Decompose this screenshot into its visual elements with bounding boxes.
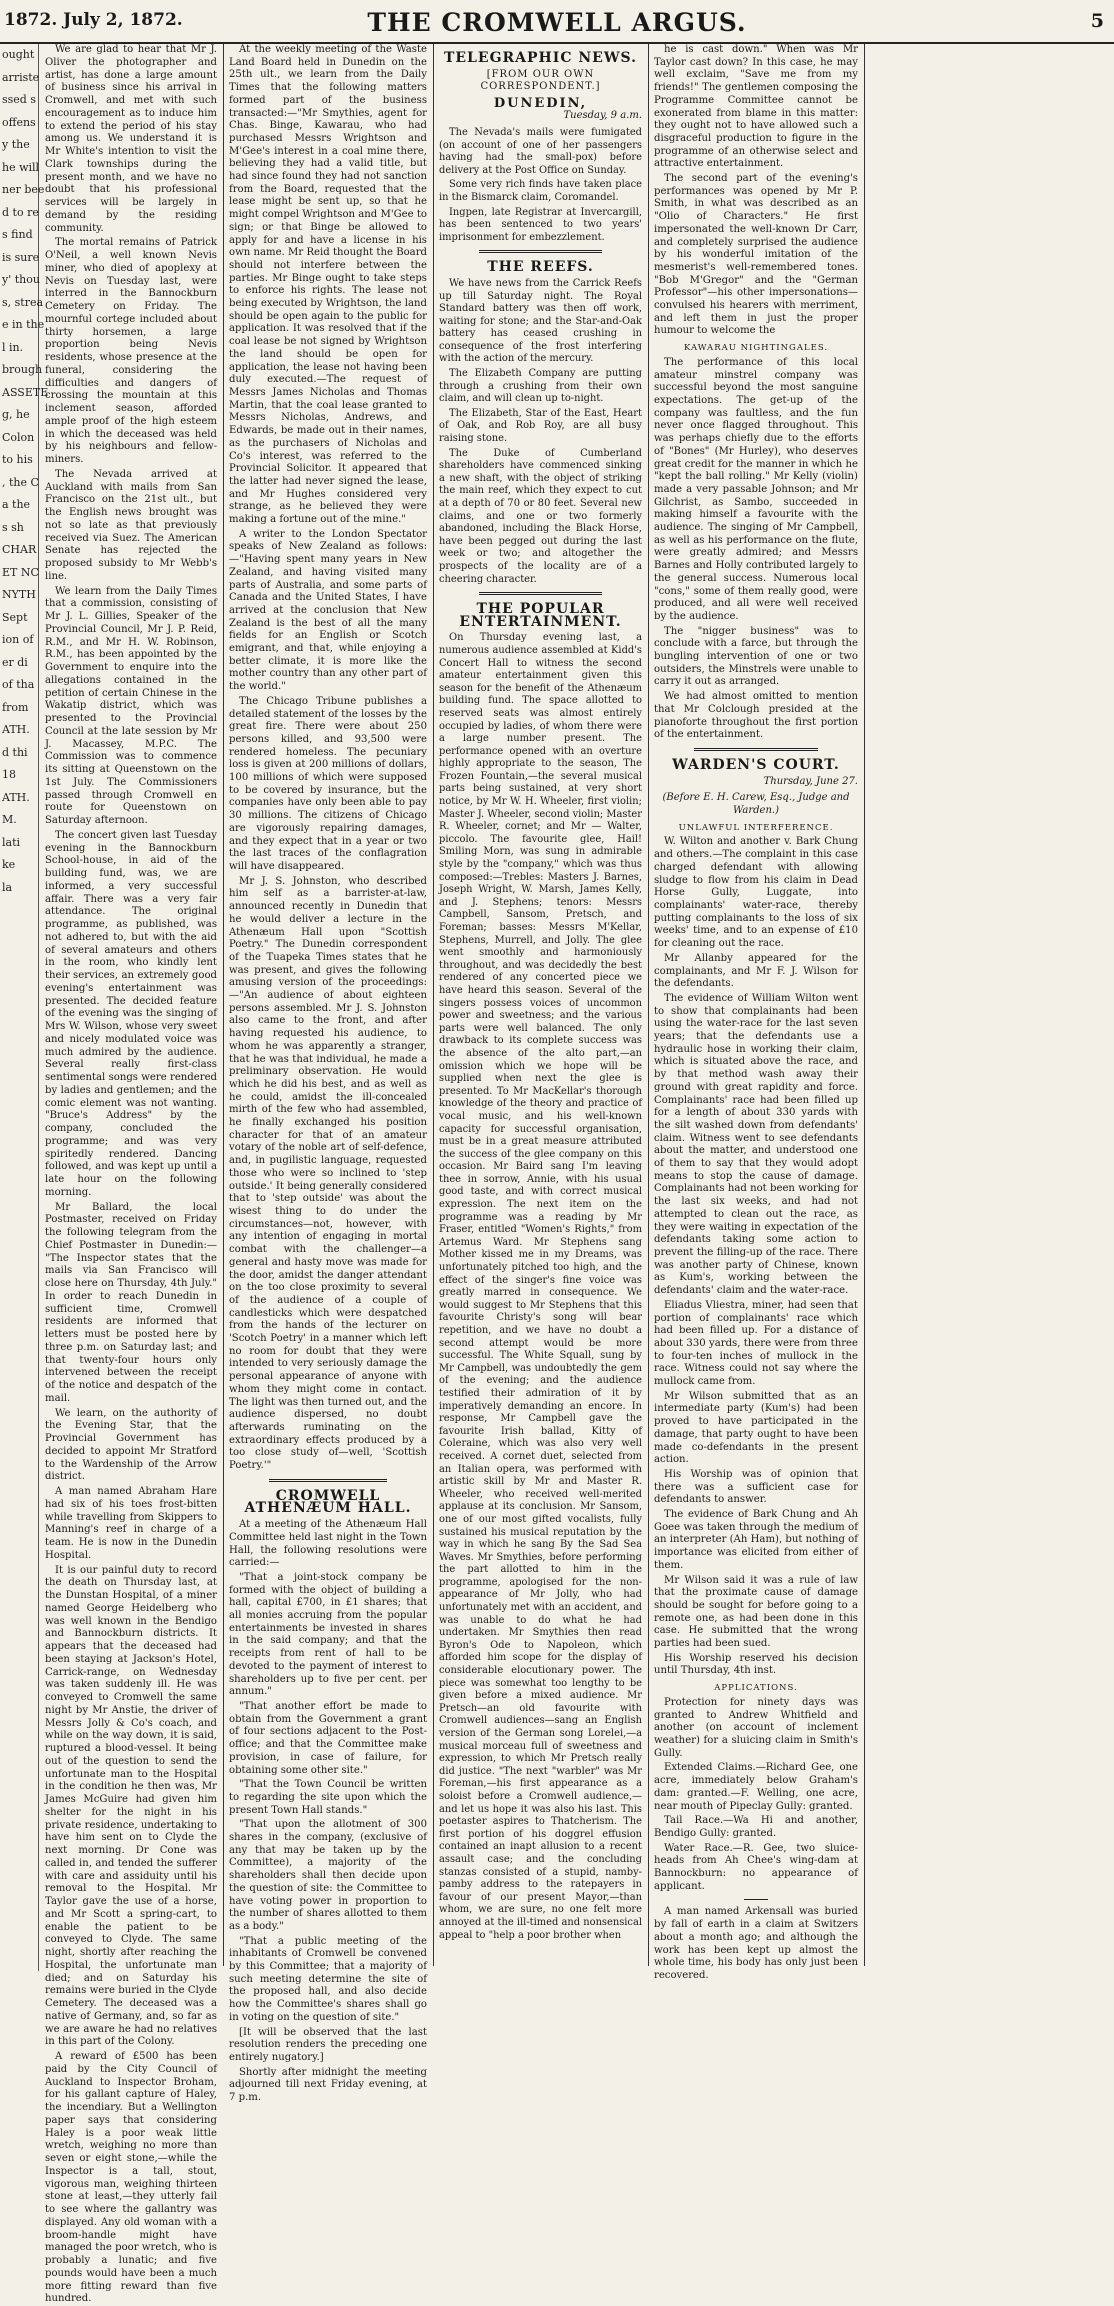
column-3 [434,44,647,1966]
article-paragraph: We had almost omitted to mention that Mr Colclough presided at the pianoforte throughout the first portion of the entertainment. [654,691,858,741]
article-paragraph: It is our painful duty to record the death on Thursday last, at the Dunstan Hospital, of a miner named George Heidelberg who was well known in the Bendigo and Bannockburn districts. It appears that the deceased had been staying at Jackson's Hotel, Carrick-range, on Wednesday was taken suddenly ill. He was conveyed to Cromwell the same night by Mr Anstie, the driver of Messrs Jolly & Co's coach, and while on the way down, it is said, ruptured a blood-vessel. It being out of the question to send the unfortunate man to the Hospital in the condition he then was, Mr James McGuire had given him shelter for the night in his private residence, undertaking to have him sent on to Clyde the next morning. Dr Cone was called in, and tended the sufferer with care and assiduity until his removal to the Hospital. Mr Taylor gave the use of a horse, and Mr Scott a spring-cart, to enable the patient to be conveyed to Clyde. The same night, shortly after reaching the Hospital, the unfortunate man died; and on Saturday his remains were buried in the Clyde Cemetery. The deceased was a native of Germany, and, so far as we are aware he had no relatives in this part of the Colony. [45,1564,217,2048]
margin-fragment: from [2,700,29,714]
article-paragraph: [It will be observed that the last resolution renders the preceding one entirely nugatory.] [229,2026,427,2063]
article-paragraph: A man named Abraham Hare had six of his toes frost-bitten while travelling from Skippers to Manning's reef in charge of a team. He is now in the Dunedin Hospital. [45,1486,217,1561]
margin-fragment: d thi [2,745,28,759]
article-paragraph: The Nevada's mails were fumigated (on account of one of her passengers having had the small-pox) before delivery at the Post Office on Sunday. [439,126,642,176]
section-rule [479,250,602,253]
section-heading: THE POPULAR ENTERTAINMENT. [459,601,622,630]
margin-fragment: l in. [2,340,24,354]
margin-fragment: y the [2,138,30,151]
cropped-margin-column [0,44,49,1971]
article-paragraph: A writer to the London Spectator speaks of New Zealand as follows:—"Having spent many years in New Zealand, and having visited many parts of Australia, and some parts of Canada and the United States, I have arrived at the conclusion that New Zealand is the best of all the many fields for an English or Scotch emigrant, and that, while enjoying a better climate, it is more like the mother country than any other part of the world." [229,528,427,693]
article-paragraph: The Duke of Cumberland shareholders have commenced sinking a new shaft, with the object of striking the main reef, which they expect to cut at a depth of 70 or 80 feet. Several new claims, and one or two formerly abandoned, including the Black Horse, have been pegged out during the last week or two; and altogether the prospects of the locality are of a cheering character. [439,447,642,585]
article-paragraph: "That the Town Council be written to regarding the site upon which the present Town Hall stands." [229,1779,427,1816]
article-paragraph: The second part of the evening's performances was opened by Mr P. Smith, in what was described as an "Olio of Characters." He first impersonated the well-known Dr Carr, and completely surprised the audience by his wonderful imitation of the mesmerist's well-remembered tones. "Bob M'Gregor" and the "German Professor"—his other impersonations—convulsed his hearers with merriment, and left them in just the proper humour to welcome the [654,173,858,337]
article-paragraph: A reward of £500 has been paid by the City Council of Auckland to Inspector Broham, for his gallant capture of Haley, the incendiary. But a Wellington paper says that considering Haley is a poor weak little wretch, weighing no more than seven or eight stone,—while the Inspector is a tall, stout, vigorous man, weighing thirteen stone at least,—they utterly fail to see where the gallantry was displayed. Any old woman with a broom-handle might have managed the poor wretch, who is probably a lunatic; and five pounds would have been a much more fitting reward than five hundred. [45,2051,217,2305]
margin-fragment: ASSETE [2,385,49,399]
article-paragraph: Mr Wilson said it was a rule of law that the proximate cause of damage should be sought for before going to a remote one, as had been done in this case. He submitted that the wrong parties had been sued. [654,1574,858,1650]
margin-fragment: ner bee [2,183,45,196]
section-heading: WARDEN'S COURT. [672,756,840,773]
article-paragraph: We learn, on the authority of the Evening Star, that the Provincial Government has decided to appoint Mr Stratford to the Wardenship of the Arrow district. [45,1407,217,1483]
margin-fragment: CHAR [2,543,37,556]
dateline-date: Tuesday, 9 a.m. [563,110,642,122]
article-paragraph: "That a public meeting of the inhabitants of Cromwell be convened by this Committee; that a majority of such meeting determine the site of the proposed hall, and also decide how the Committee's shares shall go in voting on the question of site." [229,1935,427,2023]
dateline-place: DUNEDIN, [493,95,588,111]
article-paragraph: Water Race.—R. Gee, two sluice-heads from Ah Chee's wing-dam at Bannockburn: no appearance of applicant. [654,1842,858,1892]
article-paragraph: The concert given last Tuesday evening in the Bannockburn School-house, in aid of the building fund, was, we are informed, a very successful affair. There was a very fair attendance. The original programme, as published, was not adhered to, but with the aid of several amateurs and others in the room, who kindly lent their services, an extremely good evening's entertainment was presented. The decided feature of the evening was the singing of Mrs W. Wilson, whose very sweet and nicely modulated voice was much admired by the audience. Several really first-class sentimental songs were rendered by ladies and gentlemen; and the comic element was not wanting. "Bruce's Address" by the company, concluded the programme; and was very spiritedly rendered. Dancing followed, and was kept up until a late hour on the following morning. [45,829,217,1198]
sub-heading: UNLAWFUL INTERFERENCE. [678,822,834,833]
section-heading: CROMWELL ATHENÆUM HALL. [244,1487,412,1517]
article-paragraph: The Elizabeth, Star of the East, Heart of Oak, and Rob Roy, are all busy raising stone. [439,407,642,445]
article-paragraph: The Elizabeth Company are putting through a crushing from their own claim, and will clean up to-night. [439,368,642,405]
column-1 [40,44,222,2305]
margin-fragment: , the C [2,475,39,489]
newspaper-title: THE CROMWELL ARGUS. [367,8,747,37]
margin-fragment: s sh [2,520,24,534]
section-rule [269,1479,387,1482]
article-paragraph: he is cast down." When was Mr Taylor cast down? In this case, he may well exclaim, "Save me from my friends!" The gentlemen composing the Programme Committee cannot be exonerated from blame in this matter: they ought not to have allowed such a disgraceful production to figure in the programme of an otherwise select and attractive entertainment. [654,44,858,170]
article-paragraph: Extended Claims.—Richard Gee, one acre, immediately below Graham's dam: granted.—F. Welling, one acre, near mouth of Pipeclay Gully: granted. [654,1762,858,1812]
section-rule [694,748,818,751]
margin-fragment: ought [2,48,35,61]
margin-fragment: g, he [2,408,30,421]
margin-fragment: 18 [2,768,16,781]
article-paragraph: The evidence of William Wilton went to show that complainants had been using the water-race for the last seven years; that the defendants use a hydraulic hose in working their claim, which is situated above the race, and by that method wash away their ground with great rapidity and force. Complainants' race had been filled up for a length of about 330 yards with the silt washed down from defendants' claim. Witness went to see defendants about the matter, and understood one of them to say that they would adopt means to stop the cause of damage. Complainants had not been working for the last six weeks, and had not attempted to clean out the race, as they were waiting in expectation of the defendants taking some action to prevent the filling-up of the race. There was another party of Chinese, known as Kum's, working between the defendants' claim and the water-race. [654,992,858,1297]
article-paragraph: Some very rich finds have taken place in the Bismarck claim, Coromandel. [439,179,642,203]
margin-fragment: of tha [2,678,35,691]
article-paragraph: The evidence of Bark Chung and Ah Goee was taken through the medium of an interpreter (Ah Ham), but nothing of importance was elicited from either of them. [654,1509,858,1571]
margin-fragment: ET NC [2,565,39,579]
article-paragraph: Protection for ninety days was granted to Andrew Whitfield and another (on account of inclement weather) for a sluicing claim in Smith's Gully. [654,1696,858,1759]
article-paragraph: The Nevada arrived at Auckland with mails from San Francisco on the 21st ult., but the English news brought was not so late as that previously received via Suez. The American Senate has rejected the proposed subsidy to Mr Webb's line. [45,468,217,582]
margin-fragment: ion of [2,633,34,646]
article-paragraph: Mr J. S. Johnston, who described him self as a barrister-at-law, announced recently in Dunedin that he would deliver a lecture in the Athenæum Hall upon "Scottish Poetry." The Dunedin correspondent of the Tuapeka Times states that he was present, and gives the following amusing version of the proceedings:—"An audience of about eighteen persons assembled. Mr J. S. Johnston also came to the front, and after having requested his audience, to whom he was apparently a stranger, that he was that individual, he made a preliminary observation. He would which he did his best, and as well as he could, amidst the ill-concealed mirth of the few who had assembled, he finally exchanged his position character for that of an amateur votary of the noble art of self-defence, and, in pugilistic language, requested those who were so inclined to 'step outside.' It being generally considered that to 'step outside' was about the wisest thing to do under the circumstances—not, however, with any intention of engaging in mortal combat with the challenger—a general and hasty move was made for the door, amidst the danger attendant on the too close proximity to several of the audience of a couple of candlesticks which were despatched from the hands of the lecturer on 'Scotch Poetry' in a manner which left no room for doubt that they were intended to very seriously damage the personal appearance of anyone with whom they might come in contact. The light was then turned out, and the audience dispersed, no doubt afterwards ruminating on the extraordinary effects produced by a too close study of—well, 'Scottish Poetry.'" [229,875,427,1472]
margin-fragment: ssed s [2,93,36,106]
article-paragraph: We have news from the Carrick Reefs up till Saturday night. The Royal Standard battery was then off work, waiting for stone; and the Star-and-Oak battery has ceased crushing in consequence of the frost interfering with the action of the mercury. [439,277,642,365]
margin-fragment: s find [2,228,33,241]
margin-fragment: ke [2,858,16,871]
article-paragraph: Shortly after midnight the meeting adjourned till next Friday evening, at 7 p.m. [229,2066,427,2104]
margin-fragment: arriste [2,70,40,84]
article-paragraph: Mr Ballard, the local Postmaster, received on Friday the following telegram from the Chief Postmaster in Dunedin:— "The Inspector states that the mails via San Francisco will close here on Thursday, 4th July." In order to reach Dunedin in sufficient time, Cromwell residents are informed that letters must be posted here by three p.m. on Saturday last; and that twenty-four hours only intervened between the receipt of the notice and despatch of the mail. [45,1201,217,1404]
section-heading: THE REEFS. [487,259,594,276]
margin-fragment: ATH. [2,790,30,804]
margin-fragment: a the [2,498,31,511]
article-paragraph: We are glad to hear that Mr J. Oliver the photographer and artist, has done a large amount of business since his arrival in Cromwell, and met with such encouragement as to induce him to extend the period of his stay among us. We understand it is Mr White's intention to visit the Clark townships during the present month, and we have no doubt that his professional services will be largely in demand by the residing community. [45,44,217,234]
margin-fragment: ATH. [2,723,30,736]
section-rule [479,592,602,595]
court-presiding: (Before E. H. Carew, Esq., Judge and Warden.) [662,792,850,817]
article-paragraph: "That a joint-stock company be formed with the object of building a hall, capital £700, in £1 shares; that all monies accruing from the popular entertainments be invested in shares in the said company; and that the receipts from rent of hall to be devoted to the payment of interest to shareholders up to five per cent. per annum." [229,1571,427,1698]
issue-date: 1872. July 2, 1872. [4,10,183,30]
article-paragraph: "That another effort be made to obtain from the Government a grant of four sections adjacent to the Post-office; and that the Committee make provision, in case of failure, for obtaining some other site." [229,1701,427,1776]
margin-fragment: to his [2,453,33,466]
article-paragraph: Mr Allanby appeared for the complainants, and Mr F. J. Wilson for the defendants. [654,952,858,990]
margin-fragment: Colon [2,430,35,444]
section-heading: TELEGRAPHIC NEWS. [443,50,638,66]
article-paragraph: Eliadus Vliestra, miner, had seen that portion of complainants' race which had been filled up. For a distance of about 330 yards, there were from three to four-ten inches of mullock in the race. Witness could not say where the mullock came from. [654,1299,858,1388]
article-paragraph: A man named Arkensall was buried by fall of earth in a claim at Switzers about a month ago; and although the work has been kept up almost the whole time, his body has only just been recovered. [654,1906,858,1981]
article-paragraph: "That upon the allotment of 300 shares in the company, (exclusive of any that may be taken up by the Committee), a majority of the shareholders shall then decide upon the question of site: the Committee to have voting power in proportion to the number of shares allotted to them as a body." [229,1819,427,1932]
sub-heading: KAWARAU NIGHTINGALES. [683,343,829,354]
article-paragraph: The "nigger business" was to conclude with a farce, but through the bungling intervention of one or two outsiders, the Minstrels were unable to carry it out as arranged. [654,625,858,688]
article-paragraph: W. Wilton and another v. Bark Chung and others.—The complaint in this case charged defendant with allowing sludge to flow from his claim in Dead Horse Gully, Luggate, into complainants' water-race, thereby putting complainants to the loss of six weeks' time, and to an expense of £10 for cleaning out the race. [654,836,858,950]
article-paragraph: The Chicago Tribune publishes a detailed statement of the losses by the great fire. There were about 250 persons killed, and 93,500 were rendered homeless. The pecuniary loss is given at 200 millions of dollars, 100 millions of which were supposed to be covered by insurance, but the companies have only been able to pay 30 millions. The citizens of Chicago are vigorously repairing damages, and they expect that in a year or two the last traces of the conflagration will have disappeared. [229,695,427,872]
article-paragraph: Ingpen, late Registrar at Invercargill, has been sentenced to two years' imprisonment for embezzlement. [439,206,642,243]
margin-fragment: d to re [2,205,39,219]
margin-fragment: la [2,880,13,894]
margin-fragment: Sept [2,610,28,624]
sub-heading: APPLICATIONS. [714,1683,798,1694]
margin-fragment: y' thou [2,273,40,286]
margin-fragment: e in the [2,318,45,331]
separator-rule [744,1899,768,1900]
article-paragraph: The performance of this local amateur minstrel company was successful beyond the most sanguine expectations. The get-up of the company was faultless, and the fun never once flagged throughout. This was perhaps chiefly due to the efforts of "Bones" (Mr Hurley), who deserves great credit for the manner in which he "kept the ball rolling." Mr Kelly (violin) made a very passable Johnson; and Mr Gilchrist, as Sambo, succeeded in making himself a favourite with the audience. The singing of Mr Campbell, as well as his performance on the flute, were greatly admired; and Messrs Barnes and Holly contributed largely to the general success. Numerous local "cons," some of them really good, were produced, and all were well received by the audience. [654,356,858,622]
article-paragraph: We learn from the Daily Times that a commission, consisting of Mr J. L. Gillies, Speaker of the Provincial Council, Mr J. P. Reid, R.M., and Mr H. W. Robinson, R.M., has been appointed by the Government to enquire into the allegations contained in the petition of certain Chinese in the Wakatip district, which was presented to the Provincial Council at the late session by Mr J. Macassey, M.P.C. The Commission was to commence its sitting at Queenstown on the 1st July. The Commissioners passed through Cromwell en route for Queenstown on Saturday afternoon. [45,585,217,826]
correspondent-line: [FROM OUR OWN CORRESPONDENT.] [480,68,601,93]
page-number: 5 [1090,10,1104,32]
article-paragraph: His Worship reserved his decision until Thursday, 4th inst. [654,1652,858,1677]
article-paragraph: On Thursday evening last, a numerous audience assembled at Kidd's Concert Hall to witness the second amateur entertainment given this season for the benefit of the Athenæum building fund. The space allotted to reserved seats was almost entirely occupied by ladies, of whom there were a large number present. The performance opened with an overture highly appropriate to the season, The Frozen Fountain,—the several musical parts being sustained, at very short notice, by Mr W. H. Wheeler, first violin; Master J. Wheeler, second violin; Master R. Wheeler, cornet; and Mr — Walter, piccolo. The favourite glee, Hail! Smiling Morn, was sung in admirable style by the "company," which was thus composed:—Trebles: Masters J. Barnes, Joseph Wright, W. Marsh, James Kelly, and J. Stephens; tenors: Messrs Campbell, Sansom, Pretsch, and Foreman; basses: Messrs M'Kellar, Stephens, Murrell, and Jolly. The glee went smoothly and harmoniously throughout, and was decidedly the best rendered of any concerted piece we have heard this season. Several of the singers possess voices of uncommon power and sweetness; and the various parts were well balanced. The only drawback to its complete success was the absence of the alto part,—an omission which we hope will be supplied when next the glee is presented. To Mr MacKellar's thorough knowledge of the theory and practice of vocal music, and his well-known capacity for successful organisation, must be in a great measure attributed the success of the glee company on this occasion. Mr Baird sang I'm leaving thee in sorrow, Annie, with his usual good taste, and with correct musical expression. The next item on the programme was a reading by Mr Fraser, entitled "Women's Rights," from Artemus Ward. Mr Stephens sang Mother kissed me in my Dreams, was unfortunately pitched too high, and the effect of the singer's fine voice was greatly marred in consequence. We would suggest to Mr Stephens that this favourite Christy's song will bear repetition, and we have no doubt a second attempt would be more successful. The White Squall, sung by Mr Campbell, was undoubtedly the gem of the evening; and the audience testified their admiration of it by imperatively demanding an encore. In response, Mr Campbell gave the favourite Irish ballad, Kitty of Coleraine, which was also very well received. A cornet duet, selected from an Italian opera, was performed with artistic skill by Mr and Master R. Wheeler, who received well-merited applause at its conclusion. Mr Sansom, one of our most gifted vocalists, fully sustained his musical reputation by the way in which he sang By the Sad Sea Waves. Mr Smythies, before performing the part allotted to him in the programme, apologised for the non-appearance of Mr Jolly, who had unfortunately met with an accident, and was unable to do what he had undertaken. Mr Smythies then read Byron's Ode to Napoleon, which afforded him scope for the display of considerable elocutionary power. The piece was somewhat too lengthy to be given before a mixed audience. Mr Pretsch—an old favourite with Cromwell audiences—sang an English version of the German song Lorelei,—a musical morceau full of sweetness and expression, to which Mr Pretsch really did justice. "The next "warbler" was Mr Foreman,—his first appearance as a soloist before a Cromwell audience,—and let us hope it was also his last. This poetaster aspires to Thatcherism. The first portion of his doggrel effusion contained an inapt allusion to a recent assault case; and the concluding stanzas consisted of a stupid, namby-pamby address to the ratepayers in favour of our present Mayor,—than whom, we are sure, no one felt more annoyed at the ill-timed and nonsensical appeal to "help a poor brother when [439,632,642,1941]
masthead [0,0,1114,44]
article-paragraph: Tail Race.—Wa Hi and another, Bendigo Gully: granted. [654,1815,858,1839]
article-paragraph: His Worship was of opinion that there was a sufficient case for defendants to answer. [654,1468,858,1506]
article-paragraph: The mortal remains of Patrick O'Neil, a well known Nevis miner, who died of apoplexy at Nevis on Tuesday last, were interred in the Bannockburn Cemetery on Friday. The mournful cortege included about thirty horsemen, a large proportion being Nevis residents, whose presence at the funeral, considering the difficulties and dangers of crossing the mountain at this inclement season, afforded ample proof of the high esteem in which the deceased was held by his neighbours and fellow-miners. [45,237,217,465]
margin-fragment: brough [2,363,43,376]
article-paragraph: At a meeting of the Athenæum Hall Committee held last night in the Town Hall, the following resolutions were carried:— [229,1519,427,1569]
margin-fragment: s, strea [2,295,44,309]
column-4 [649,44,863,1981]
article-paragraph: Mr Wilson submitted that as an intermediate party (Kum's) had been proved to have participated in the damage, that party ought to have been made co-defendants in the present action. [654,1390,858,1466]
column-2 [224,44,432,2104]
margin-fragment: NYTH [2,588,36,601]
article-paragraph: At the weekly meeting of the Waste Land Board held in Dunedin on the 25th ult., we learn from the Daily Times that the following matters formed part of the business transacted:—"Mr Smythies, agent for Chas. Binge, Kawarau, who had purchased Messrs Wrightson and M'Gee's interest in a coal mine there, believing they had a valid title, but had since found they had not sanction from the Board, requested that the lease might be sent up, so that he might compel Wrightson and M'Gee to sign; or that Binge be allowed to apply for and have a license in his own name. Mr Reid thought the Board should not interfere between the parties. Mr Binge ought to take steps to enforce his rights. The lease not being executed by Wrightson, the land should be open again to the public for application. It was resolved that if the coal lease be not signed by Wrightson the land should be open for application, the lease not having been duly executed.—The request of Messrs James Nicholas and Thomas Martin, that the coal lease granted to Messrs Nicholas, Andrews, and Edwards, be made out in their names, as the purchasers of Nicholas and Co's interest, was referred to the Provincial Solicitor. It appeared that the latter had never signed the lease, and Mr Hughes considered very strange, as he believed they were making a fortune out of the mine." [229,44,427,526]
margin-fragment: M. [2,813,17,826]
column-rule [864,44,865,1966]
margin-fragment: is sure [2,250,40,264]
margin-fragment: er di [2,655,28,669]
margin-fragment: he will [2,160,40,174]
margin-fragment: lati [2,835,21,849]
dateline-date: Thursday, June 27. [763,775,858,787]
margin-fragment: offens [2,115,36,129]
